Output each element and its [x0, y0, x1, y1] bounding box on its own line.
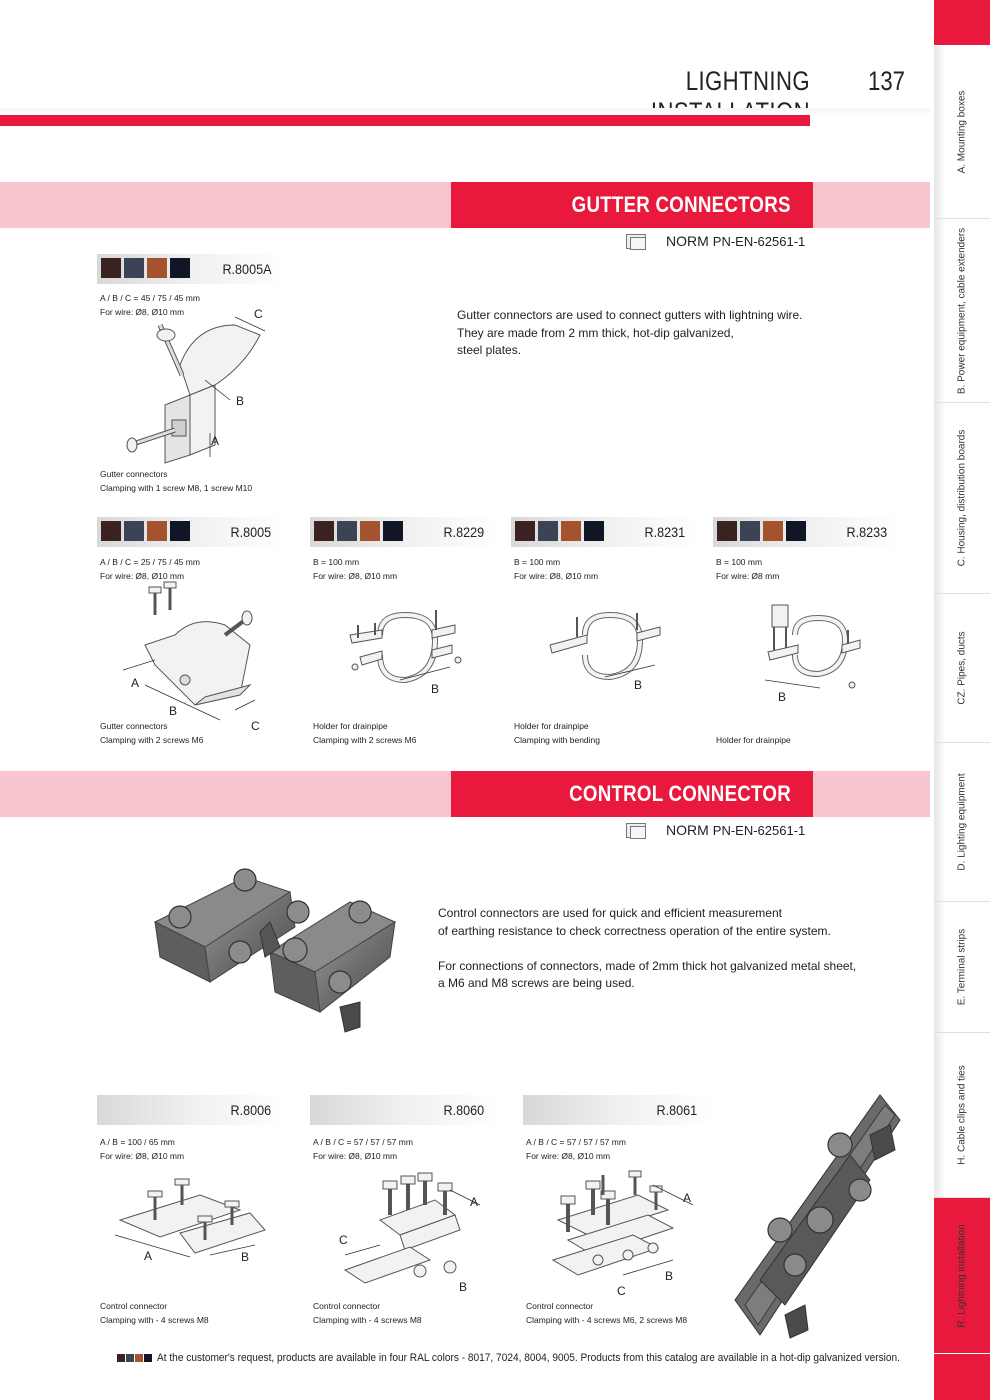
product-caption: Control connector Clamping with - 4 screws M6, 2 screws M8	[526, 1301, 688, 1325]
norm-value: PN-EN-62561-1	[712, 233, 806, 249]
product-drawing-r8061	[548, 1170, 698, 1285]
dim-label-c: C	[339, 1233, 348, 1247]
product-code: R.8229	[443, 524, 484, 540]
section-title-control: CONTROL CONNECTOR	[451, 771, 813, 817]
swatch-7024	[124, 521, 144, 541]
product-caption: Gutter connectors Clamping with 1 screw M8, 1 screw M10	[100, 469, 253, 493]
product-drawing-r8060	[340, 1175, 490, 1285]
r8061-photo	[720, 1090, 910, 1345]
folder-icon	[626, 823, 646, 838]
norm-label: NORM	[666, 233, 709, 249]
section-title-gutter: GUTTER CONNECTORS	[451, 182, 813, 228]
norm-control	[626, 822, 805, 838]
swatch-8017	[117, 1354, 125, 1362]
product-drawing-r8005a	[120, 305, 280, 470]
tab-housing[interactable]	[934, 403, 990, 594]
product-bar-r8061	[523, 1095, 713, 1125]
dim-label-b: B	[241, 1250, 250, 1264]
norm-gutter	[626, 233, 805, 249]
product-spec: B = 100 mm For wire: Ø8, Ø10 mm	[313, 557, 398, 581]
product-spec: A / B / C = 45 / 75 / 45 mm For wire: Ø8, Ø10 mm	[100, 293, 200, 317]
header-accent-bar	[0, 115, 810, 126]
tab-label: B. Power equipment, cable extenders	[956, 227, 968, 394]
swatch-7024	[740, 521, 760, 541]
swatch-8004	[561, 521, 581, 541]
tab-mounting-boxes[interactable]	[934, 46, 990, 219]
tab-power-equipment[interactable]	[934, 219, 990, 403]
product-code: R.8061	[656, 1102, 697, 1118]
product-spec: A / B / C = 25 / 75 / 45 mm For wire: Ø8, Ø10 mm	[100, 557, 200, 581]
dim-label-b: B	[236, 394, 245, 408]
dim-label-a: A	[211, 434, 220, 448]
product-caption: Holder for drainpipe Clamping with 2 screws M6	[313, 721, 417, 745]
dim-label-b: B	[665, 1269, 674, 1283]
dim-label-b: B	[459, 1280, 468, 1294]
tab-cable-clips[interactable]	[934, 1033, 990, 1198]
product-code: R.8231	[644, 524, 685, 540]
swatch-8004	[147, 258, 167, 278]
product-spec: A / B / C = 57 / 57 / 57 mm For wire: Ø8, Ø10 mm	[313, 1137, 413, 1161]
product-caption: Holder for drainpipe	[716, 735, 791, 745]
product-bar-r8233	[713, 517, 903, 547]
product-drawing-r8233	[760, 600, 870, 695]
product-caption: Holder for drainpipe Clamping with bending	[514, 721, 600, 745]
page-number: 137	[868, 66, 905, 96]
dim-label-b: B	[634, 678, 643, 692]
swatch-9005	[383, 521, 403, 541]
swatch-9005	[584, 521, 604, 541]
product-spec: A / B = 100 / 65 mm For wire: Ø8, Ø10 mm	[100, 1137, 185, 1161]
gutter-description: Gutter connectors are used to connect gutters with lightning wire. They are made from 2 mm thick, hot-dip galvanized, steel plates.	[457, 308, 803, 357]
color-swatches	[314, 521, 403, 541]
product-drawing-r8231	[545, 605, 675, 690]
swatch-8017	[314, 521, 334, 541]
swatch-9005	[170, 258, 190, 278]
swatch-8004	[135, 1354, 143, 1362]
footer-text: At the customer's request, products are available in four RAL colors - 8017, 7024, 8004, 9005. Products from this catalog are available in a hot-dip galvanized version.	[157, 1352, 900, 1364]
color-swatches	[515, 521, 604, 541]
tab-label: R. Lightning installation	[956, 1223, 968, 1328]
product-bar-r8231	[511, 517, 701, 547]
swatch-8004	[147, 521, 167, 541]
dim-label-a: A	[470, 1195, 479, 1209]
swatch-8004	[360, 521, 380, 541]
product-caption: Gutter connectors Clamping with 2 screws M6	[100, 721, 204, 745]
tab-label: D. Lighting equipment	[956, 773, 968, 871]
dim-label-a: A	[683, 1191, 692, 1205]
footer-note	[117, 1352, 965, 1364]
product-spec: B = 100 mm For wire: Ø8, Ø10 mm	[514, 557, 599, 581]
product-code: R.8006	[230, 1102, 271, 1118]
dim-label-b: B	[431, 682, 440, 696]
swatch-8017	[515, 521, 535, 541]
swatch-7024	[337, 521, 357, 541]
tab-label: C. Housing, distribution boards	[956, 429, 968, 567]
tab-pipes[interactable]	[934, 594, 990, 743]
product-code: R.8233	[846, 524, 887, 540]
color-swatches	[101, 521, 190, 541]
norm-label: NORM	[666, 822, 709, 838]
product-caption: Control connector Clamping with - 4 screws M8	[100, 1301, 209, 1325]
swatch-8017	[717, 521, 737, 541]
tab-top-red	[934, 0, 990, 46]
product-bar-r8005	[97, 517, 287, 547]
swatch-8017	[101, 258, 121, 278]
product-caption: Control connector Clamping with - 4 screws M8	[313, 1301, 422, 1325]
product-bar-r8060	[310, 1095, 500, 1125]
color-swatches	[101, 258, 190, 278]
swatch-7024	[124, 258, 144, 278]
dim-label-c: C	[251, 719, 260, 733]
norm-value: PN-EN-62561-1	[712, 822, 806, 838]
swatch-8004	[763, 521, 783, 541]
swatch-9005	[170, 521, 190, 541]
tab-label: A. Mounting boxes	[956, 90, 968, 174]
tab-terminal-strips[interactable]	[934, 902, 990, 1033]
tab-label: CZ. Pipes, ducts	[956, 631, 968, 705]
product-bar-r8229	[310, 517, 500, 547]
product-code: R.8005A	[221, 261, 271, 277]
swatch-9005	[144, 1354, 152, 1362]
dim-label-c: C	[254, 307, 263, 321]
product-bar-r8005a	[97, 254, 287, 284]
tab-lighting[interactable]	[934, 743, 990, 902]
swatch-7024	[538, 521, 558, 541]
product-spec: A / B / C = 57 / 57 / 57 mm For wire: Ø8, Ø10 mm	[526, 1137, 626, 1161]
dim-label-c: C	[617, 1284, 626, 1298]
color-swatches	[717, 521, 806, 541]
product-bar-r8006	[97, 1095, 287, 1125]
product-spec: B = 100 mm For wire: Ø8 mm	[716, 557, 780, 581]
control-description: Control connectors are used for quick and efficient measurement of earthing resistance to check correctness operation of the entire system. For connections of connectors, made of 2mm thick hot galvanized metal sheet, a M6 and M8 screws are being used.	[438, 906, 857, 990]
tab-label: H. Cable clips and ties	[956, 1065, 968, 1165]
swatch-8017	[101, 521, 121, 541]
product-drawing-r8229	[340, 605, 470, 695]
dim-label-a: A	[144, 1249, 153, 1263]
dim-label-b: B	[169, 704, 178, 718]
control-connector-photo	[150, 862, 400, 1042]
tab-lightning-installation[interactable]	[934, 1198, 990, 1354]
product-drawing-r8005	[115, 585, 275, 725]
product-code: R.8005	[230, 524, 271, 540]
dim-label-b: B	[778, 690, 787, 704]
folder-icon	[626, 234, 646, 249]
product-code: R.8060	[443, 1102, 484, 1118]
tab-label: E. Terminal strips	[956, 928, 968, 1006]
swatch-7024	[126, 1354, 134, 1362]
swatch-9005	[786, 521, 806, 541]
page-title: LIGHTNING	[685, 66, 810, 96]
dim-label-a: A	[131, 676, 140, 690]
